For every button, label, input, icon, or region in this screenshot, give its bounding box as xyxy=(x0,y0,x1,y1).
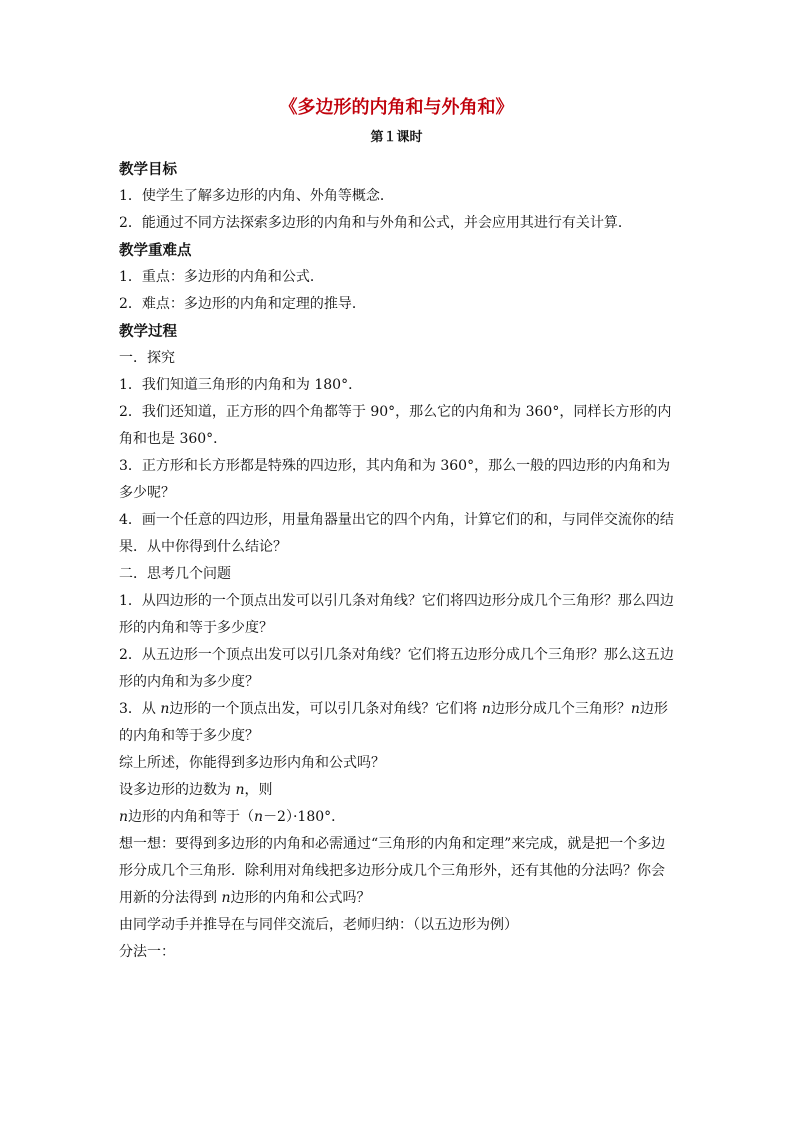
question-item: 1．从四边形的一个顶点出发可以引几条对角线？它们将四边形分成几个三角形？那么四边形的内角和等于多少度？ xyxy=(119,593,674,636)
variable-n: n xyxy=(160,701,170,717)
text-run: 3．从 xyxy=(119,701,161,717)
explore-item: 2．我们还知道，正方形的四个角都等于 90°，那么它的内角和为 360°，同样长方形的内角和也是 360°． xyxy=(119,404,672,447)
text-run: 想一想：要得到多边形的内角和必需通过“三角形的内角和定理”来完成，就是把一个多边形分成几个三角形．除利用对角线把多边形分成几个三角形外，还有其他的分法吗？你会用新的分法得到 xyxy=(119,836,666,906)
summary-line: 综上所述，你能得到多边形内角和公式吗？ xyxy=(119,755,385,771)
text-run: 边形分成几个三角形？ xyxy=(490,701,631,717)
text-run: 边形的一个顶点出发，可以引几条对角线？它们将 xyxy=(169,701,482,717)
section-title: 一．探究 xyxy=(119,350,175,366)
key-point-item: 1．重点：多边形的内角和公式． xyxy=(119,269,324,285)
variable-n: n xyxy=(221,890,231,906)
formula-line xyxy=(119,804,674,831)
text-run: 边形的内角和等于（ xyxy=(128,809,255,825)
question-item: 2．从五边形一个顶点出发可以引几条对角线？它们将五边形分成几个三角形？那么这五边形的内角和为多少度？ xyxy=(119,647,674,690)
variable-n: n xyxy=(630,701,640,717)
objectives-heading: 教学目标 xyxy=(119,161,177,178)
text-run: 设多边形的边数为 xyxy=(119,782,236,798)
conclusion-line: 由同学动手并推导在与同伴交流后，老师归纳：（以五边形为例） xyxy=(119,917,518,933)
think-paragraph xyxy=(119,831,674,912)
explore-item: 1．我们知道三角形的内角和为 180°． xyxy=(119,377,363,393)
method-label: 分法一： xyxy=(119,944,175,960)
explore-item: 4．画一个任意的四边形，用量角器量出它的四个内角，计算它们的和，与同伴交流你的结果．从中你得到什么结论？ xyxy=(119,512,674,555)
variable-n: n xyxy=(481,701,491,717)
process-heading: 教学过程 xyxy=(119,323,177,340)
text-run: 边形的内角和等于多少度？ xyxy=(119,701,668,744)
lesson-subtitle: 第１课时 xyxy=(370,130,423,145)
text-run: －2）·180°． xyxy=(263,809,346,825)
document-title: 《多边形的内角和与外角和》 xyxy=(279,97,514,118)
variable-n: n xyxy=(235,782,245,798)
text-run: 边形的内角和公式吗？ xyxy=(230,890,371,906)
objective-item: 1．使学生了解多边形的内角、外角等概念． xyxy=(119,188,394,204)
key-point-item: 2．难点：多边形的内角和定理的推导． xyxy=(119,296,366,312)
text-run: ，则 xyxy=(244,782,273,798)
objective-item: 2．能通过不同方法探索多边形的内角和与外角和公式，并会应用其进行有关计算． xyxy=(119,215,632,231)
section-title: 二．思考几个问题 xyxy=(119,566,231,582)
variable-n: n xyxy=(119,809,129,825)
variable-n: n xyxy=(254,809,264,825)
explore-item: 3．正方形和长方形都是特殊的四边形，其内角和为 360°，那么一般的四边形的内角和为多少呢？ xyxy=(119,458,671,501)
question-item xyxy=(119,696,674,750)
key-points-heading: 教学重难点 xyxy=(119,242,192,259)
let-line xyxy=(119,777,674,804)
